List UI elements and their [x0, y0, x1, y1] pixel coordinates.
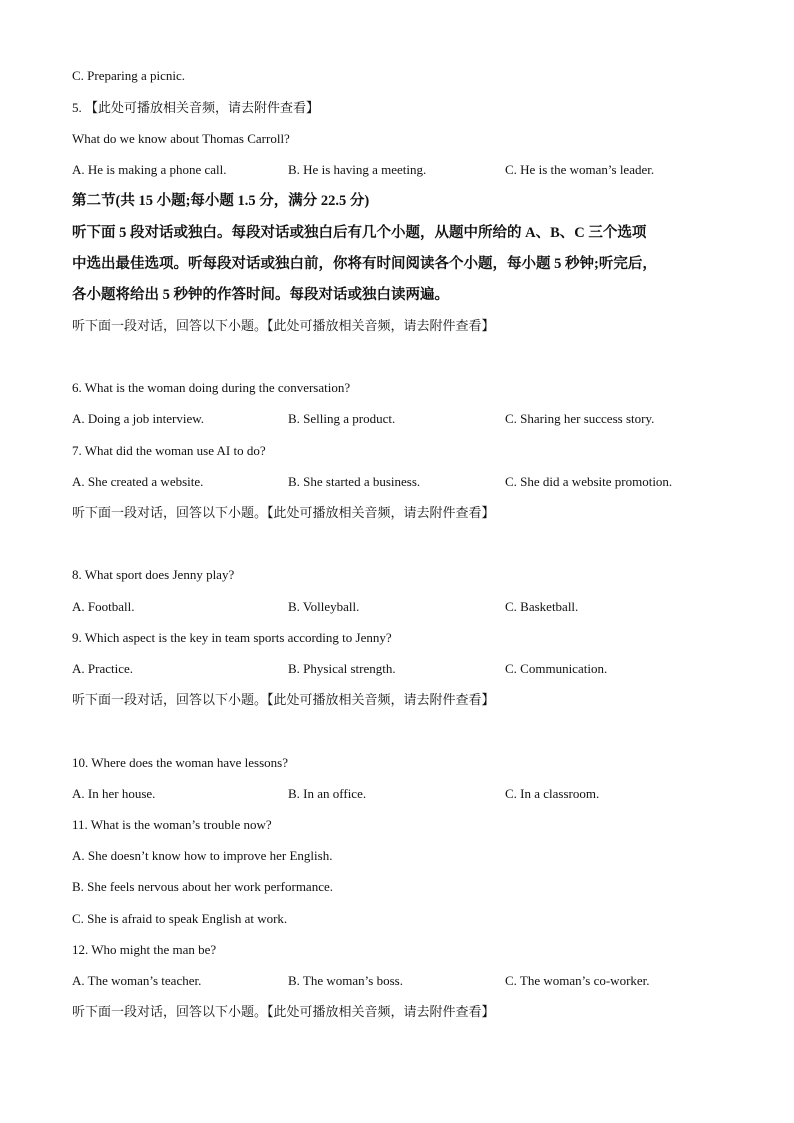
q8-option-c: C. Basketball.	[505, 599, 579, 614]
q8-option-b: B. Volleyball.	[288, 599, 360, 614]
q10-question: 10. Where does the woman have lessons?	[72, 755, 289, 770]
q7-option-a: A. She created a website.	[72, 474, 204, 489]
q9-option-c: C. Communication.	[505, 661, 608, 676]
q7-question: 7. What did the woman use AI to do?	[72, 443, 266, 458]
q11-question: 11. What is the woman’s trouble now?	[72, 817, 272, 832]
q8-question: 8. What sport does Jenny play?	[72, 567, 235, 582]
dialogue-prompt-3: 听下面一段对话，回答以下小题。【此处可播放相关音频，请去附件查看】	[72, 692, 495, 707]
q11-option-b: B. She feels nervous about her work performance.	[72, 879, 333, 894]
q12-option-a: A. The woman’s teacher.	[72, 973, 202, 988]
q7-option-c: C. She did a website promotion.	[505, 474, 673, 489]
q6-question: 6. What is the woman doing during the conversation?	[72, 380, 351, 395]
q12-question: 12. Who might the man be?	[72, 942, 217, 957]
q12-option-b: B. The woman’s boss.	[288, 973, 403, 988]
section2-instruction-3: 各小题将给出 5 秒钟的作答时间。每段对话或独白读两遍。	[72, 287, 449, 303]
q9-option-a: A. Practice.	[72, 661, 134, 676]
section2-instruction-1: 听下面 5 段对话或独白。每段对话或独白后有几个小题，从题中所给的 A、B、C 三个选项	[72, 225, 647, 241]
dialogue-prompt-2: 听下面一段对话，回答以下小题。【此处可播放相关音频，请去附件查看】	[72, 505, 495, 520]
q11-option-a: A. She doesn’t know how to improve her English.	[72, 848, 333, 863]
dialogue-prompt-1: 听下面一段对话，回答以下小题。【此处可播放相关音频，请去附件查看】	[72, 318, 495, 333]
q12-option-c: C. The woman’s co-worker.	[505, 973, 650, 988]
q9-option-b: B. Physical strength.	[288, 661, 396, 676]
dialogue-prompt-4: 听下面一段对话，回答以下小题。【此处可播放相关音频，请去附件查看】	[72, 1004, 495, 1019]
q10-option-c: C. In a classroom.	[505, 786, 600, 801]
q5-option-b: B. He is having a meeting.	[288, 162, 427, 177]
q8-option-a: A. Football.	[72, 599, 135, 614]
q10-option-b: B. In an office.	[288, 786, 367, 801]
line-q4-option-c: C. Preparing a picnic.	[72, 68, 185, 83]
q5-audio-prompt: 5. 【此处可播放相关音频，请去附件查看】	[72, 100, 320, 115]
q6-option-c: C. Sharing her success story.	[505, 411, 655, 426]
q6-option-a: A. Doing a job interview.	[72, 411, 205, 426]
q5-question: What do we know about Thomas Carroll?	[72, 131, 290, 146]
q10-option-a: A. In her house.	[72, 786, 156, 801]
section2-instruction-2: 中选出最佳选项。听每段对话或独白前，你将有时间阅读各个小题，每小题 5 秒钟;听完后，	[72, 256, 657, 272]
q5-option-c: C. He is the woman’s leader.	[505, 162, 655, 177]
q9-question: 9. Which aspect is the key in team sports according to Jenny?	[72, 630, 392, 645]
q6-option-b: B. Selling a product.	[288, 411, 396, 426]
section2-heading: 第二节(共 15 小题;每小题 1.5 分，满分 22.5 分)	[72, 193, 370, 209]
q7-option-b: B. She started a business.	[288, 474, 421, 489]
q11-option-c: C. She is afraid to speak English at work.	[72, 911, 288, 926]
q5-option-a: A. He is making a phone call.	[72, 162, 227, 177]
